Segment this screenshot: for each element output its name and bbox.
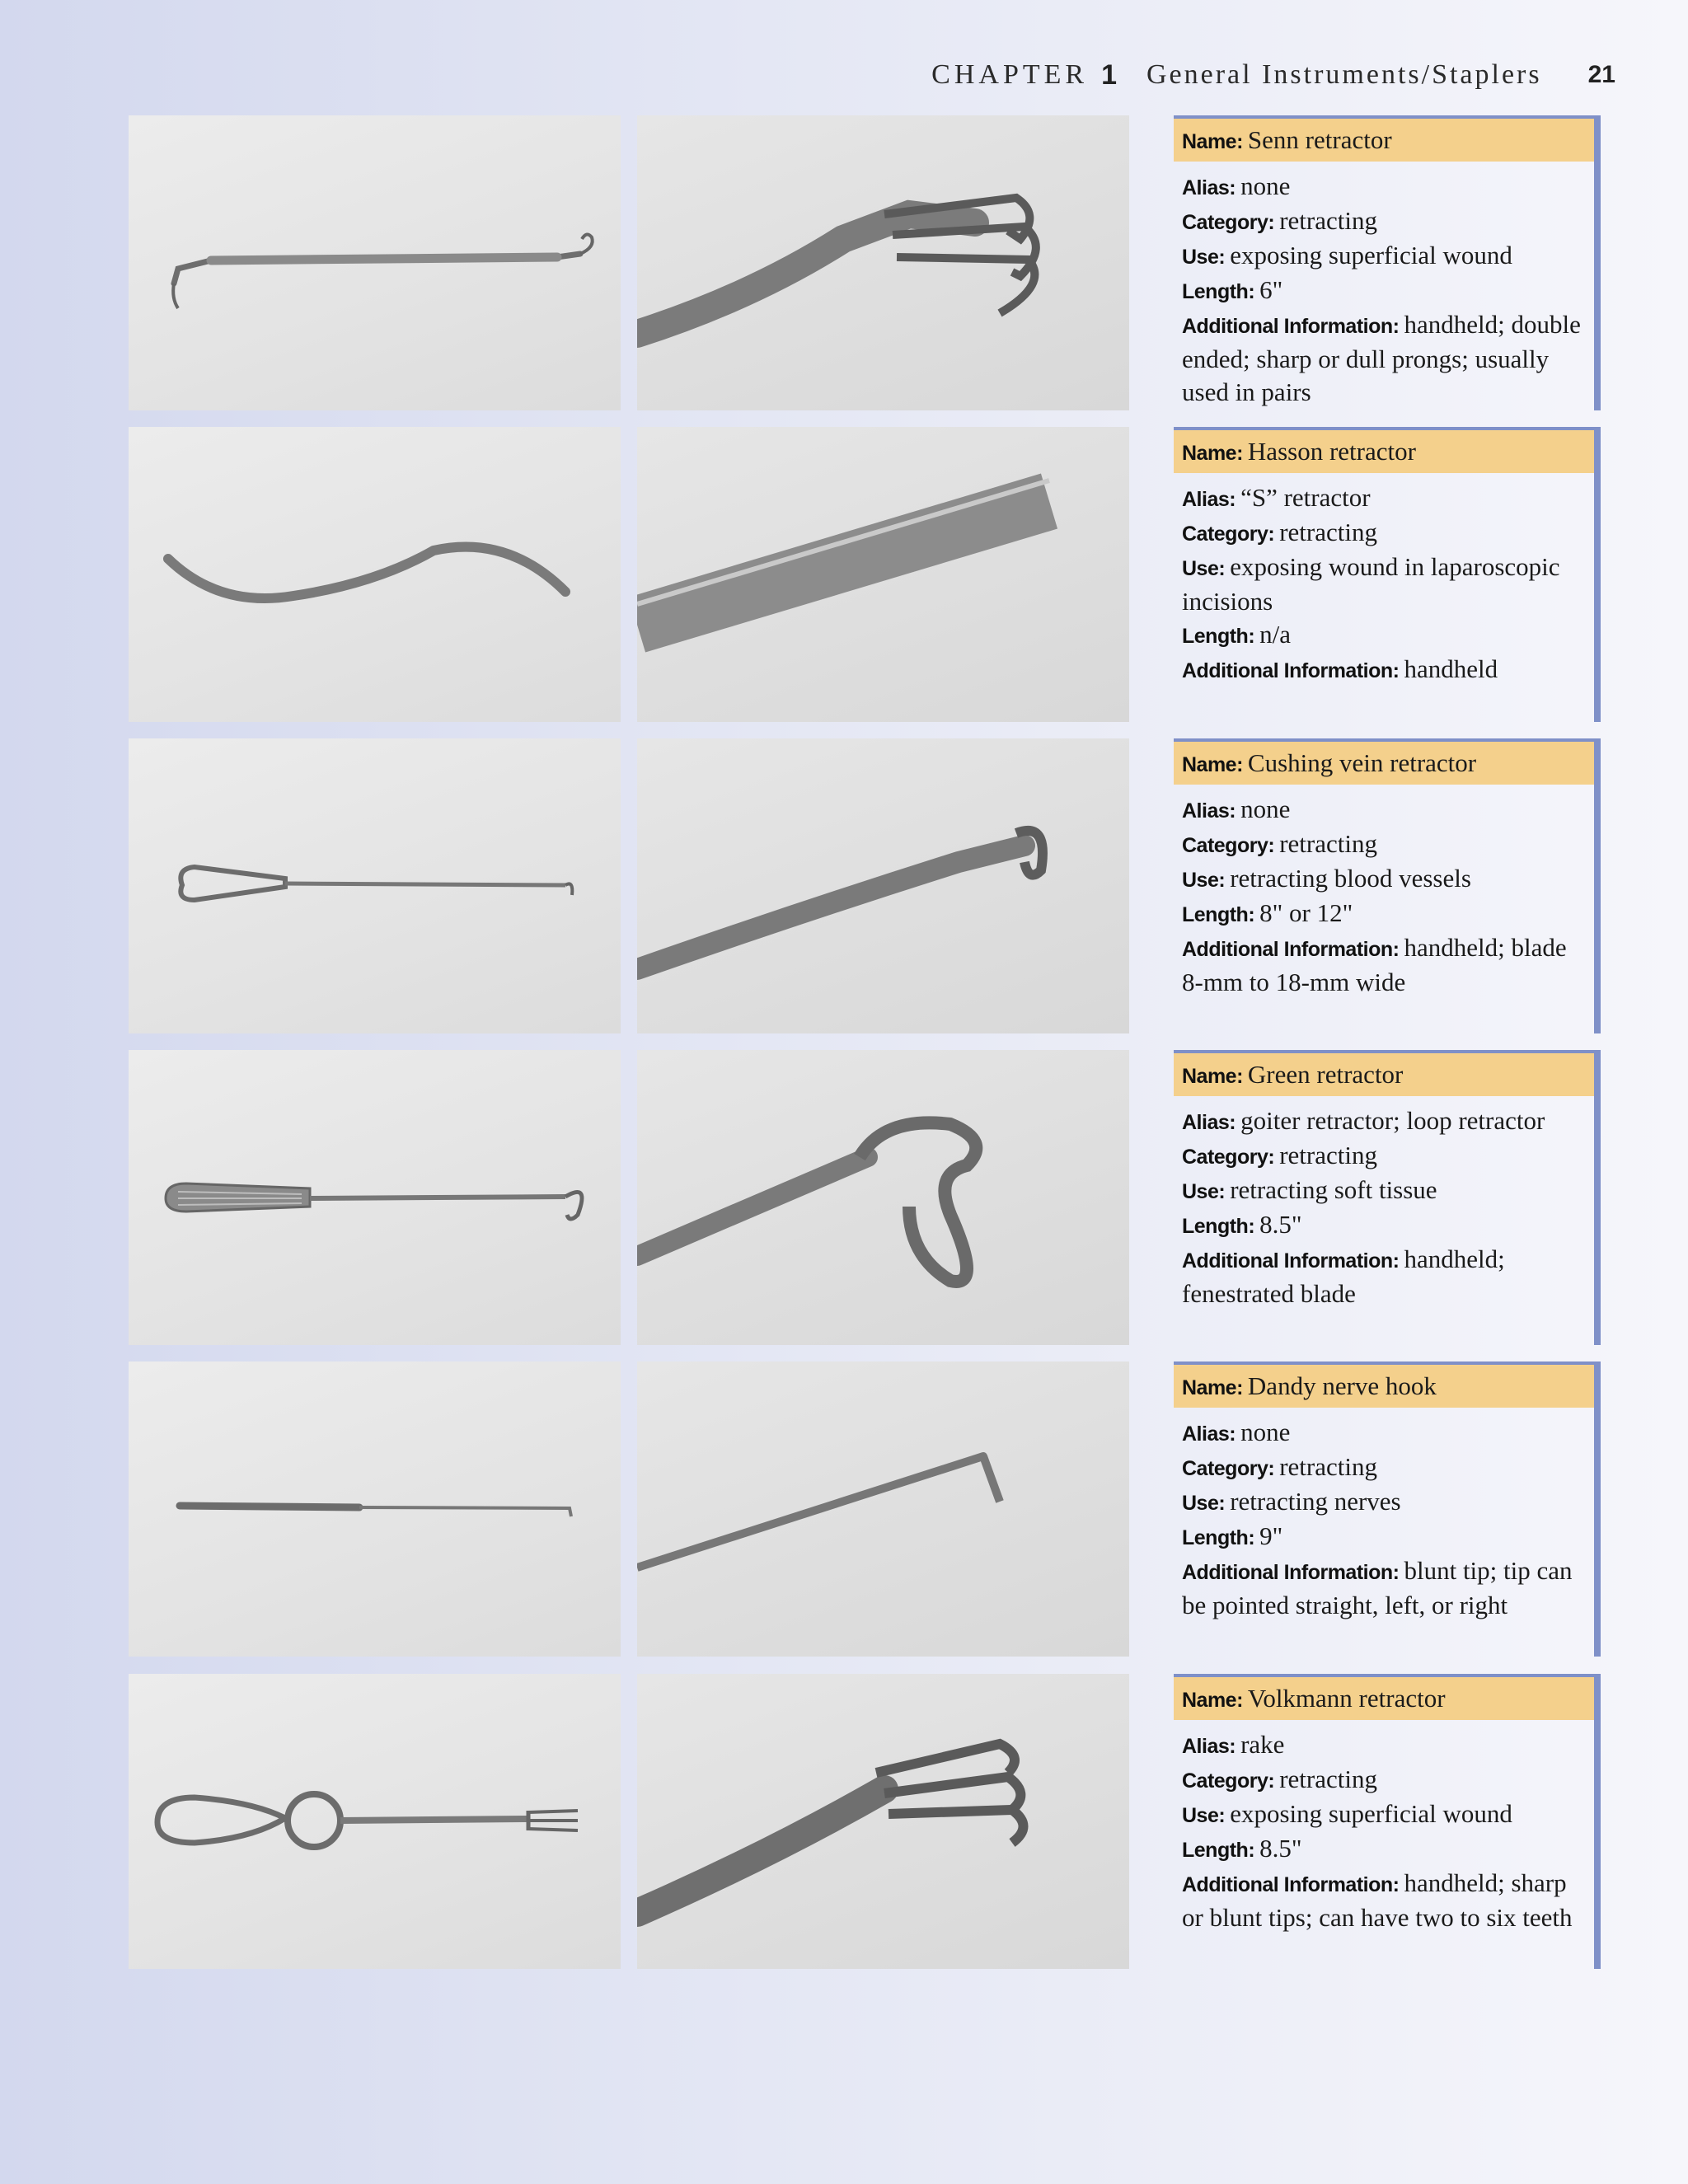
instrument-name-bar: Name: Hasson retractor xyxy=(1174,427,1594,473)
instrument-name: Hasson retractor xyxy=(1247,437,1416,466)
instrument-row xyxy=(129,115,1617,410)
length-line: Length: n/a xyxy=(1182,620,1292,649)
use-line: Use: retracting soft tissue xyxy=(1182,1175,1437,1204)
use-value: exposing superficial wound xyxy=(1230,1799,1512,1828)
length-value: 8.5" xyxy=(1259,1210,1302,1239)
instrument-info-card xyxy=(1174,427,1601,722)
alias-line: Alias: none xyxy=(1182,794,1291,823)
instrument-detail-photo xyxy=(637,1361,1129,1657)
category-value: retracting xyxy=(1279,1141,1377,1169)
instrument-row xyxy=(129,1674,1617,1969)
instrument-full-photo xyxy=(129,427,621,722)
category-value: retracting xyxy=(1279,1765,1377,1793)
instrument-name: Dandy nerve hook xyxy=(1247,1371,1437,1400)
use-line: Use: exposing superficial wound xyxy=(1182,1799,1512,1828)
use-value: retracting soft tissue xyxy=(1230,1175,1437,1204)
length-line: Length: 8.5" xyxy=(1182,1834,1302,1863)
category-line: Category: retracting xyxy=(1182,1141,1377,1169)
instrument-full-photo xyxy=(129,115,621,410)
running-header xyxy=(931,54,1615,96)
additional-info-line: Additional Information: blunt tip; tip can be pointed straight, left, or right xyxy=(1182,1556,1573,1619)
category-line: Category: retracting xyxy=(1182,518,1377,546)
use-line: Use: retracting nerves xyxy=(1182,1487,1401,1516)
additional-info-value: handheld; sharp or blunt tips; can have two to six teeth xyxy=(1182,1868,1573,1932)
alias-value: none xyxy=(1240,794,1291,823)
alias-line: Alias: goiter retractor; loop retractor xyxy=(1182,1106,1545,1135)
instrument-info-card xyxy=(1174,115,1601,410)
alias-value: none xyxy=(1240,1418,1291,1446)
length-line: Length: 8.5" xyxy=(1182,1210,1302,1239)
additional-info-value: handheld; blade 8-mm to 18-mm wide xyxy=(1182,933,1567,996)
page-number: 21 xyxy=(1587,61,1615,88)
instrument-info-card xyxy=(1174,1674,1601,1969)
use-value: exposing superficial wound xyxy=(1230,241,1512,269)
category-value: retracting xyxy=(1279,206,1377,235)
category-value: retracting xyxy=(1279,1452,1377,1481)
instrument-name: Green retractor xyxy=(1247,1060,1404,1089)
additional-info-value: handheld xyxy=(1404,654,1498,683)
instrument-detail-photo xyxy=(637,427,1129,722)
length-value: 9" xyxy=(1259,1521,1283,1550)
use-value: retracting nerves xyxy=(1230,1487,1401,1516)
instrument-name-bar: Name: Dandy nerve hook xyxy=(1174,1361,1594,1408)
instrument-name: Cushing vein retractor xyxy=(1247,748,1477,777)
alias-line: Alias: none xyxy=(1182,171,1291,200)
instrument-name-bar: Name: Volkmann retractor xyxy=(1174,1674,1594,1720)
alias-value: rake xyxy=(1240,1730,1285,1759)
length-value: 6" xyxy=(1259,275,1283,304)
length-value: 8" or 12" xyxy=(1259,898,1353,927)
additional-info-line: Additional Information: handheld; sharp or blunt tips; can have two to six teeth xyxy=(1182,1868,1573,1932)
length-value: 8.5" xyxy=(1259,1834,1302,1863)
instrument-name-bar: Name: Senn retractor xyxy=(1174,115,1594,162)
length-line: Length: 6" xyxy=(1182,275,1283,304)
category-value: retracting xyxy=(1279,829,1377,858)
additional-info-line: Additional Information: handheld; fenestrated blade xyxy=(1182,1244,1505,1308)
use-line: Use: retracting blood vessels xyxy=(1182,864,1471,893)
length-line: Length: 8" or 12" xyxy=(1182,898,1353,927)
additional-info-value: blunt tip; tip can be pointed straight, left, or right xyxy=(1182,1556,1573,1619)
alias-line: Alias: none xyxy=(1182,1418,1291,1446)
use-line: Use: exposing superficial wound xyxy=(1182,241,1512,269)
alias-value: goiter retractor; loop retractor xyxy=(1240,1106,1545,1135)
instrument-info-card xyxy=(1174,1361,1601,1657)
chapter-number: 1 xyxy=(1101,59,1117,91)
length-value: n/a xyxy=(1259,620,1292,649)
instrument-detail-photo xyxy=(637,738,1129,1033)
instrument-full-photo xyxy=(129,1050,621,1345)
instrument-full-photo xyxy=(129,1361,621,1657)
alias-value: none xyxy=(1240,171,1291,200)
additional-info-line: Additional Information: handheld; double ended; sharp or dull prongs; usually used in pairs xyxy=(1182,310,1581,406)
instrument-row xyxy=(129,738,1617,1033)
instrument-row xyxy=(129,1361,1617,1657)
length-line: Length: 9" xyxy=(1182,1521,1283,1550)
additional-info-line: Additional Information: handheld; blade 8-mm to 18-mm wide xyxy=(1182,933,1567,996)
use-value: retracting blood vessels xyxy=(1230,864,1471,893)
instrument-info-card xyxy=(1174,1050,1601,1345)
category-value: retracting xyxy=(1279,518,1377,546)
instrument-row xyxy=(129,427,1617,722)
instrument-row xyxy=(129,1050,1617,1345)
instrument-name: Volkmann retractor xyxy=(1247,1684,1446,1713)
alias-line: Alias: rake xyxy=(1182,1730,1285,1759)
additional-info-value: handheld; double ended; sharp or dull prongs; usually used in pairs xyxy=(1182,310,1581,406)
instrument-full-photo xyxy=(129,738,621,1033)
alias-value: “S” retractor xyxy=(1240,483,1371,512)
instrument-name-bar: Name: Green retractor xyxy=(1174,1050,1594,1096)
category-line: Category: retracting xyxy=(1182,1765,1377,1793)
instrument-info-card xyxy=(1174,738,1601,1033)
category-line: Category: retracting xyxy=(1182,829,1377,858)
instrument-full-photo xyxy=(129,1674,621,1969)
chapter-title: General Instruments/Staplers xyxy=(1146,59,1542,90)
use-line: Use: exposing wound in laparoscopic incisions xyxy=(1182,552,1560,616)
instrument-name: Senn retractor xyxy=(1247,125,1392,154)
additional-info-line: Additional Information: handheld xyxy=(1182,654,1498,683)
alias-line: Alias: “S” retractor xyxy=(1182,483,1371,512)
instrument-detail-photo xyxy=(637,115,1129,410)
category-line: Category: retracting xyxy=(1182,206,1377,235)
category-line: Category: retracting xyxy=(1182,1452,1377,1481)
instrument-detail-photo xyxy=(637,1050,1129,1345)
use-value: exposing wound in laparoscopic incisions xyxy=(1182,552,1560,616)
additional-info-value: handheld; fenestrated blade xyxy=(1182,1244,1505,1308)
chapter-label: CHAPTER xyxy=(931,59,1089,90)
instrument-name-bar: Name: Cushing vein retractor xyxy=(1174,738,1594,785)
instrument-detail-photo xyxy=(637,1674,1129,1969)
